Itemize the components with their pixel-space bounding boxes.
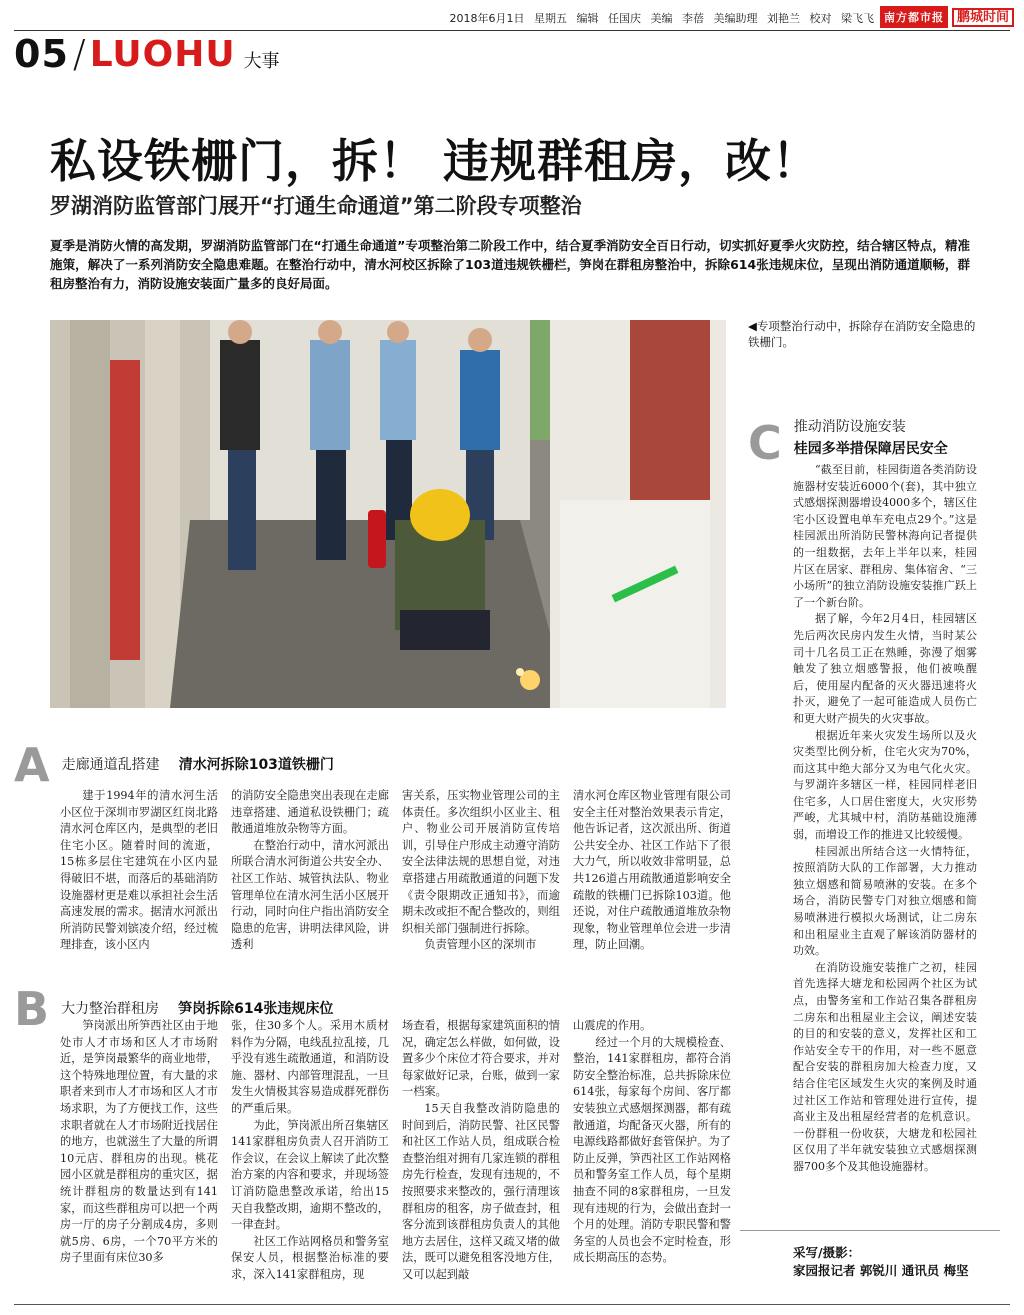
- section-b-paragraph: 场查看，根据每家建筑面积的情况，确定怎么样做，如何做，设置多少个床位才符合要求，并对每家做好记录，台账，做到一家一档案。: [402, 1019, 560, 1099]
- section-a-header: [14, 738, 334, 792]
- section-c-column: [793, 462, 977, 1176]
- section-c-title-wrap: [794, 416, 948, 458]
- section-b-paragraph: 社区工作站网格员和警务室保安人员，根据整治标准的要求，深入141家群租房，现: [231, 1234, 389, 1281]
- section-b-paragraph: 经过一个月的大规模检查、整治，141家群租房，都符合消防安全整治标准，总共拆除床位614张，每家每个房间、客厅都安装独立式感烟探测器，都有疏散通道，均配备灭火器，所有的电源线路都做好套管保护。为了防止反弹，笋西社区工作站网格员和警务室工作人员，每个星期抽查不同的8家群租房，一旦发现有违规的行为，会做出查封一个月的处理。消防专职民警和警务室的人员也会不定时检查，形成长期高压的态势。: [573, 1035, 731, 1265]
- section-a-title: 清水河拆除103道铁栅门: [178, 757, 334, 773]
- masthead: [0, 6, 1024, 28]
- section-a-paragraph: 害关系，压实物业管理公司的主体责任。多次组织小区业主、租户、物业公司开展消防宣传培训，引导住户形成主动遵守消防安全法律法规的思想自觉，对违章搭建占用疏散通道的问题下发《责令限期改正通知书》，而逾期未改或拒不配合整改的，则组织相关部门强制进行拆除。: [402, 789, 560, 935]
- section-a-title-wrap: [62, 754, 334, 774]
- footer-rule: [14, 1304, 1010, 1305]
- section-b-title: 笋岗拆除614张违规床位: [178, 1001, 334, 1017]
- section-b-column-4: [573, 1018, 731, 1267]
- credit-names: 家园报记者 郭锐川 通讯员 梅坚: [793, 1263, 969, 1278]
- news-photo: [50, 320, 726, 708]
- section-a-paragraph: 在整治行动中，清水河派出所联合清水河街道公共安全办、社区工作站、城管执法队、物业管理单位在清水河生活小区展开行动，同时向住户指出消防安全隐患的危害，讲明法律风险，讲透利: [231, 838, 389, 952]
- header-rule: [14, 30, 1010, 31]
- section-subtitle: 大事: [243, 51, 280, 72]
- local-edition-name: 鹏城时间: [952, 8, 1014, 27]
- section-b-kicker: 大力整治群租房: [61, 1001, 160, 1017]
- section-b-paragraph: 张，住30多个人。采用木质材料作为分隔，电线乱拉乱接，几乎没有逃生疏散通道，和消防设施、器材、内部管理混乱，一旦发生火情极其容易造成群死群伤的严重后果。: [231, 1019, 389, 1115]
- masthead-date: 2018年6月1日: [449, 12, 525, 25]
- credit-label: 采写/摄影：: [793, 1245, 861, 1260]
- section-c-letter: C: [748, 416, 782, 470]
- section-c-kicker: 推动消防设施安装: [793, 419, 906, 435]
- section-a-letter: A: [14, 738, 50, 792]
- subheadline: 罗湖消防监管部门展开“打通生命通道”第二阶段专项整治: [50, 194, 582, 218]
- section-c-paragraph: 在消防设施安装推广之初，桂园首先选择大塘龙和松园两个社区为试点，由警务室和工作站召集各群租房二房东和出租屋业主会议，阐述安装的目的和安装的意义，发挥社区和工作站安全专干的作用，对一些不愿意配合安装的群租房加大检查力度，又结合住宅区域发生火灾的案例及时通过社区工作站和管理处进行宣传，提高业主及出租屋经营者的危机意识。一份群租一份收获，大塘龙和松园社区仅用了半年就安装独立式感烟探测器700多个及其他设施器材。: [793, 960, 977, 1173]
- section-b-column-1: [60, 1018, 218, 1267]
- section-c-paragraph: 根据近年来火灾发生场所以及火灾类型比例分析，住宅火灾为70%，而这其中绝大部分又为电气化火灾。与罗湖许多辖区一样，桂园同样老旧住宅多，人口居住密度大，火灾形势严峻，尤其城中村，消防基础设施薄弱，而增设工作的推进又比较缓慢。: [793, 728, 977, 842]
- section-a-column-3: [402, 788, 560, 954]
- section-c-title: 桂园多举措保障居民安全: [793, 441, 948, 457]
- section-divider: /: [72, 32, 86, 76]
- masthead-assistant-label: 美编助理: [713, 12, 758, 25]
- credit-rule: [740, 1230, 1000, 1231]
- credit-block: [793, 1244, 969, 1280]
- masthead-designer: 李蓓: [682, 12, 704, 25]
- section-b-title-wrap: [61, 998, 333, 1018]
- section-b-paragraph: 笋岗派出所笋西社区由于地处市人才市场和区人才市场附近，是笋岗最繁华的商业地带，这个特殊地理位置，有大量的求职者来到市人才市场和区人才市场求职，为了方便找工作，这些求职者就在人才市场附近找居住的地方，也就滋生了大量的所谓10元店、群租房的出现。桃花园小区就是群租房的重灾区，据统计群租房的数量达到有141家，而这些群租房可以把一个两房一厅的房子分割成4房，多则就5房、6房，一个70平方米的房子里面有床位30多: [60, 1019, 218, 1265]
- masthead-meta: [444, 10, 875, 26]
- section-a-paragraph: 的消防安全隐患突出表现在走廊违章搭建、通道私设铁栅门；疏散通道堆放杂物等方面。: [231, 789, 389, 836]
- masthead-assistant: 刘艳兰: [767, 12, 800, 25]
- section-b-paragraph: 山震虎的作用。: [573, 1019, 652, 1032]
- section-c-paragraph: 据了解，今年2月4日，桂园辖区先后两次民房内发生火情，当时某公司十几名员工正在熟睡，弥漫了烟雾触发了独立烟感警报，他们被唤醒后，使用屋内配备的灭火器迅速将火扑灭，避免了一起可能造成人员伤亡和更大财产损失的火灾事故。: [793, 612, 977, 725]
- masthead-proof-label: 校对: [809, 12, 832, 25]
- masthead-editor: 任国庆: [608, 12, 641, 25]
- section-a-paragraph: 建于1994年的清水河生活小区位于深圳市罗湖区红岗北路清水河仓库区内，是典型的老旧住宅小区。随着时间的流逝，15栋多层住宅建筑在小区内显得破旧不堪，而落后的基础消防设施器材更是难以承担社会生活高速发展的需求。据清水河派出所消防民警刘镔凌介绍，经过梳理排查，该小区内: [60, 789, 218, 952]
- photo-caption: ◀专项整治行动中，拆除存在消防安全隐患的铁栅门。: [748, 319, 976, 349]
- section-a-column-2: [231, 788, 389, 954]
- section-a-column-4: [573, 788, 731, 954]
- section-c-header: [748, 416, 948, 470]
- section-c-paragraph: “截至目前，桂园街道各类消防设施器材安装近6000个(套)，其中独立式感烟探测器增设4000多个，辖区住宅小区设置电单车充电点29个。”这是桂园派出所消防民警林海向记者提供的一组数据，去年上半年以来，桂园片区在居家、群租房、集体宿舍、“三小场所”的独立消防设施安装推广跃上了一个新台阶。: [793, 463, 977, 609]
- section-b-column-3: [402, 1018, 560, 1284]
- section-a-kicker: 走廊通道乱搭建: [61, 757, 160, 773]
- headline: 私设铁栅门，拆！ 违规群租房，改！: [50, 134, 820, 188]
- photo-illustration: [50, 320, 726, 708]
- newspaper-logo: [880, 6, 1014, 28]
- masthead-proof: 梁飞飞: [841, 12, 874, 25]
- section-header: [14, 34, 280, 74]
- newspaper-name: 南方都市报: [880, 6, 948, 28]
- lede-paragraph: 夏季是消防火情的高发期，罗湖消防监管部门在“打通生命通道”专项整治第二阶段工作中，结合夏季消防安全百日行动，切实抓好夏季火灾防控，结合辖区特点，精准施策，解决了一系列消防安全隐患难题。在整治行动中，清水河校区拆除了103道违规铁栅栏，笋岗在群租房整治中，拆除614张违规床位，呈现出消防通道顺畅，群租房整治有力，消防设施安装面广量多的良好局面。: [50, 238, 970, 291]
- section-b-paragraph: 为此，笋岗派出所召集辖区141家群租房负责人召开消防工作会议，在会议上解读了此次整治方案的内容和要求，并现场签订消防隐患整改承诺，给出15天自我整改期，逾期不整改的，一律查封。: [231, 1118, 389, 1232]
- section-a-paragraph: 负责管理小区的深圳市: [424, 938, 537, 952]
- masthead-designer-label: 美编: [650, 12, 673, 25]
- masthead-editor-label: 编辑: [576, 12, 599, 25]
- section-b-letter: B: [14, 982, 50, 1036]
- section-a-column-1: [60, 788, 218, 954]
- section-b-column-2: [231, 1018, 389, 1284]
- section-a-paragraph: 清水河仓库区物业管理有限公司安全主任对整治效果表示肯定，他告诉记者，这次派出所、街道公共安全办、社区工作站下了很大力气，所以收效非常明显，总共126道占用疏散通道影响安全疏散的铁栅门已拆除103道。他还说，对住户疏散通道堆放杂物现象，物业管理单位会进一步清理，防止回潮。: [573, 789, 731, 952]
- page-number: 05: [14, 32, 69, 76]
- section-name: LUOHU: [89, 33, 236, 75]
- section-c-paragraph: 桂园派出所结合这一火情特征，按照消防大队的工作部署，大力推动独立烟感和简易喷淋的安装。在多个场合，消防民警专门对独立烟感和简易喷淋进行模拟火场测试，让二房东和出租屋业主直观了解该消防器材的功效。: [793, 844, 977, 958]
- section-b-paragraph: 15天自我整改消防隐患的时间到后，消防民警、社区民警和社区工作站人员，组成联合检查整治组对拥有几家连锁的群租房先行检查，发现有违规的，不按照要求来整改的，强行清理该群租房的租客，房子做查封，租客分流到该群租房负责人的其他地方去居住，这样又疏又堵的做法，既可以避免租客没地方住，又可以起到敲: [402, 1101, 560, 1281]
- masthead-weekday: 星期五: [534, 12, 567, 25]
